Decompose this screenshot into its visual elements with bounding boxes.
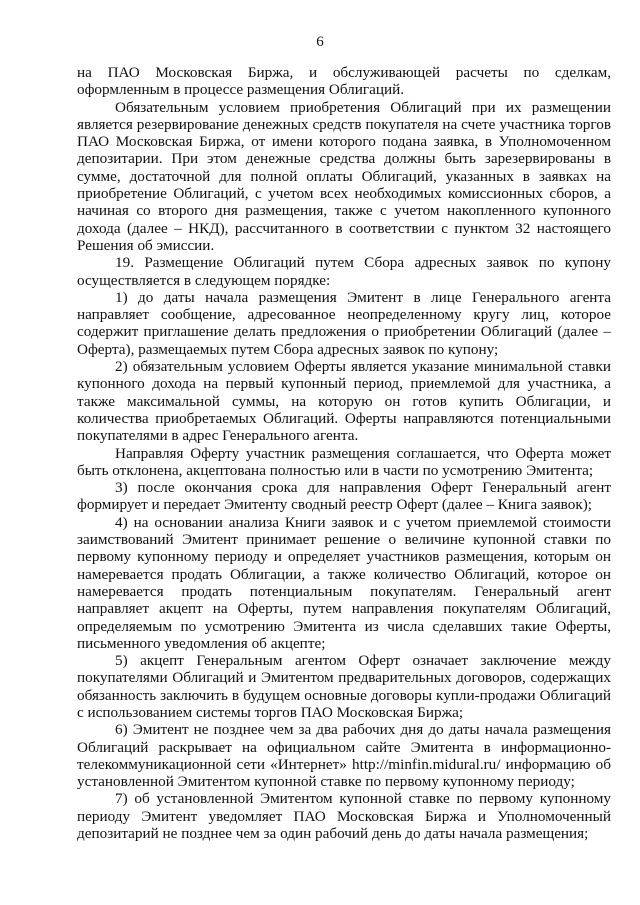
list-item-2: 2) обязательным условием Оферты является указание минимальной ставки купонного дохода на первый купонный период, приемлемой для участника, а также максимальной суммы, на которую он готов купить Облигации, и количества приобретаемых Облигаций. Оферты направляются потенциальными покупателями в адрес Генерального агента. (77, 358, 611, 445)
paragraph-offer-acceptance: Направляя Оферту участник размещения соглашается, что Оферта может быть отклонена, акцептована полностью или в части по усмотрению Эмитента; (77, 444, 611, 479)
list-item-5: 5) акцепт Генеральным агентом Оферт означает заключение между покупателями Облигаций и Эмитентом предварительных договоров, содержащих обязанность заключить в будущем основные договоры купли-продажи Облигаций с использованием системы торгов ПАО Московская Биржа; (77, 652, 611, 721)
paragraph-section-19: 19. Размещение Облигаций путем Сбора адресных заявок по купону осуществляется в следующем порядке: (77, 254, 611, 289)
list-item-4: 4) на основании анализа Книги заявок и с учетом приемлемой стоимости заимствований Эмитент принимает решение о величине купонной ставки по первому купонному периоду и определяет участников размещения, которым он намеревается продать Облигации, а также количество Облигаций, которое он намеревается продать потенциальным покупателям. Генеральный агент направляет акцепт на Оферты, путем направления покупателям Облигаций, определяемым по усмотрению Эмитента из числа сделавших такие Оферты, письменного уведомления об акцепте; (77, 513, 611, 652)
paragraph-reservation-condition: Обязательным условием приобретения Облигаций при их размещении является резервирование денежных средств покупателя на счете участника торгов ПАО Московская Биржа, от имени которого подана заявка, в Уполномоченном депозитарии. При этом денежные средства должны быть зарезервированы в сумме, достаточной для полной оплаты Облигаций, указанных в заявках на приобретение Облигаций, с учетом всех необходимых комиссионных сборов, а начиная со второго дня размещения, также с учетом накопленного купонного дохода (далее – НКД), рассчитанного в соответствии с пунктом 32 настоящего Решения об эмиссии. (77, 98, 611, 254)
document-body (77, 64, 611, 842)
page-number: 6 (316, 34, 324, 50)
list-item-6: 6) Эмитент не позднее чем за два рабочих дня до даты начала размещения Облигаций раскрывает на официальном сайте Эмитента в информационно-телекоммуникационной сети «Интернет» http://minfin.midural.ru/ информацию об установленной Эмитентом купонной ставке по первому купонному периоду; (77, 721, 611, 791)
paragraph-continuation: на ПАО Московская Биржа, и обслуживающей расчеты по сделкам, оформленным в процессе размещения Облигаций. (77, 64, 611, 99)
list-item-1: 1) до даты начала размещения Эмитент в лице Генерального агента направляет сообщение, адресованное неопределенному кругу лиц, которое содержит приглашение делать предложения о приобретении Облигаций (далее – Оферта), размещаемых путем Сбора адресных заявок по купону; (77, 288, 611, 358)
list-item-7: 7) об установленной Эмитентом купонной ставке по первому купонному периоду Эмитент уведомляет ПАО Московская Биржа и Уполномоченный депозитарий не позднее чем за один рабочий день до даты начала размещения; (77, 790, 611, 843)
list-item-3: 3) после окончания срока для направления Оферт Генеральный агент формирует и передает Эмитенту сводный реестр Оферт (далее – Книга заявок); (77, 479, 611, 514)
